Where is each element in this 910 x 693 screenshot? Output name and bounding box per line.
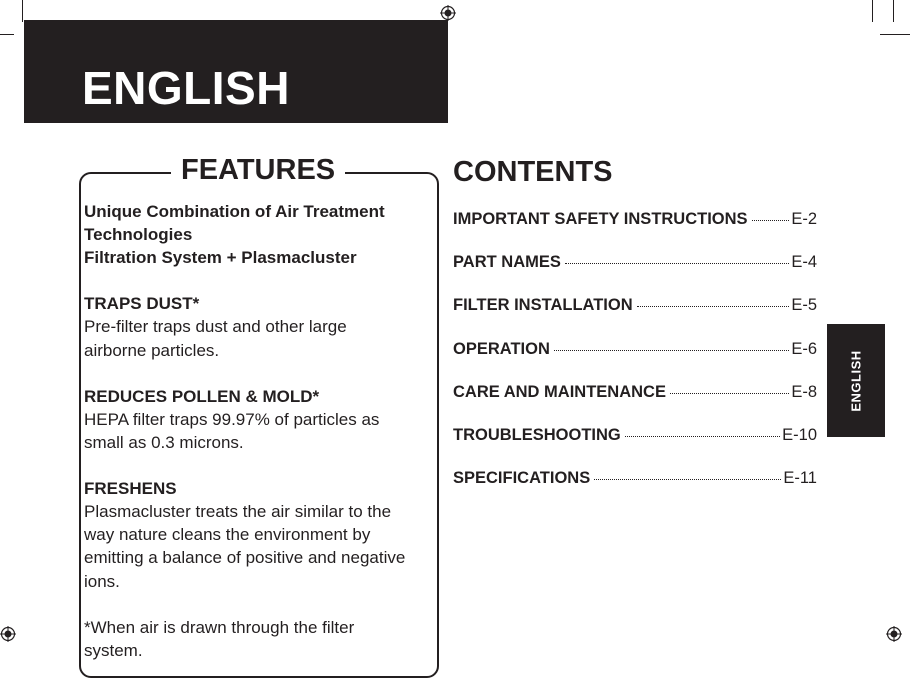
- toc-entry-label: SPECIFICATIONS: [453, 469, 591, 488]
- toc-entry-page: E-4: [791, 253, 817, 272]
- feature-text: ions.: [84, 571, 120, 591]
- toc-entry-page: E-10: [782, 425, 817, 444]
- toc-entry-page: E-11: [783, 469, 817, 488]
- features-intro: [84, 200, 440, 269]
- footnote-text: system.: [84, 640, 143, 660]
- crop-mark: [0, 34, 14, 35]
- feature-heading: REDUCES POLLEN & MOLD*: [84, 386, 320, 406]
- features-footnote: [84, 616, 440, 662]
- intro-line: Filtration System + Plasmacluster: [84, 248, 357, 268]
- intro-line: Technologies: [84, 225, 193, 245]
- toc-leader-dots: [625, 436, 780, 437]
- language-side-tab: [827, 324, 885, 437]
- toc-entry[interactable]: [453, 296, 817, 339]
- toc-entry-label: FILTER INSTALLATION: [453, 296, 633, 315]
- banner-title: ENGLISH: [82, 62, 290, 114]
- toc-entry-label: OPERATION: [453, 339, 550, 358]
- feature-text: airborne particles.: [84, 340, 220, 360]
- toc-leader-dots: [554, 350, 789, 351]
- feature-text: Pre-filter traps dust and other large: [84, 317, 347, 337]
- feature-item: [84, 292, 440, 361]
- toc-entry[interactable]: [453, 253, 817, 296]
- toc-entry-label: CARE AND MAINTENANCE: [453, 382, 666, 401]
- feature-heading: TRAPS DUST*: [84, 294, 200, 314]
- side-tab-label: ENGLISH: [848, 349, 864, 412]
- toc-entry-page: E-5: [791, 296, 817, 315]
- contents-title: CONTENTS: [453, 156, 613, 188]
- toc-entry-page: E-8: [791, 382, 817, 401]
- crop-mark: [893, 0, 894, 22]
- crop-mark: [872, 0, 873, 22]
- toc-entry[interactable]: [453, 340, 817, 383]
- crop-mark: [22, 0, 23, 22]
- toc-entry-label: TROUBLESHOOTING: [453, 425, 621, 444]
- toc-entry-label: PART NAMES: [453, 253, 561, 272]
- toc-leader-dots: [752, 220, 790, 221]
- crop-mark: [880, 34, 910, 35]
- intro-line: Unique Combination of Air Treatment: [84, 202, 385, 221]
- feature-text: way nature cleans the environment by: [84, 525, 371, 545]
- toc-entry[interactable]: [453, 210, 817, 253]
- table-of-contents: [453, 210, 817, 512]
- feature-heading: FRESHENS: [84, 479, 177, 499]
- toc-entry[interactable]: [453, 469, 817, 512]
- toc-leader-dots: [594, 479, 781, 480]
- language-banner: [24, 20, 448, 123]
- feature-text: HEPA filter traps 99.97% of particles as: [84, 409, 380, 429]
- feature-item: [84, 477, 440, 592]
- features-title: FEATURES: [171, 152, 345, 188]
- toc-leader-dots: [637, 306, 790, 307]
- footnote-text: *When air is drawn through the filter: [84, 617, 355, 637]
- toc-entry-page: E-2: [791, 210, 817, 228]
- toc-entry[interactable]: [453, 426, 817, 469]
- feature-text: emitting a balance of positive and negative: [84, 548, 406, 568]
- feature-text: Plasmacluster treats the air similar to the: [84, 502, 392, 522]
- toc-entry[interactable]: [453, 383, 817, 426]
- registration-mark-icon: [440, 5, 456, 21]
- toc-leader-dots: [565, 263, 789, 264]
- registration-mark-icon: [0, 626, 16, 642]
- features-body: [84, 200, 440, 685]
- toc-entry-label: IMPORTANT SAFETY INSTRUCTIONS: [453, 210, 748, 228]
- registration-mark-icon: [886, 626, 902, 642]
- toc-leader-dots: [670, 393, 789, 394]
- feature-text: small as 0.3 microns.: [84, 432, 244, 452]
- feature-item: [84, 385, 440, 454]
- toc-entry-page: E-6: [791, 339, 817, 358]
